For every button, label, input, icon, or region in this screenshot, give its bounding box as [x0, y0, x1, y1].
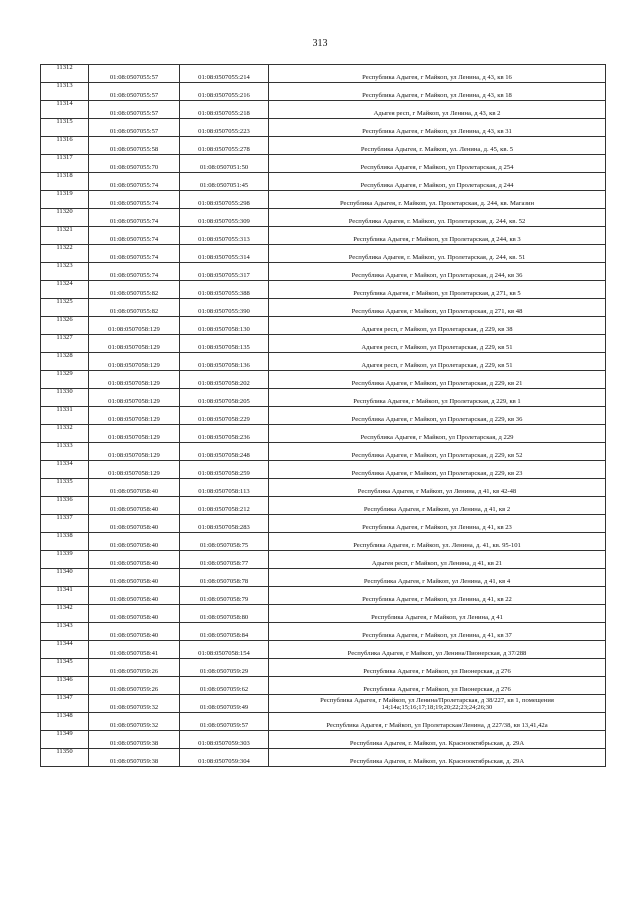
cadastral-number-cell: 01:08:0507055:278: [180, 137, 269, 155]
address-cell: Республика Адыгея, г. Майкоп, ул. Краснооктябрьская, д. 29А: [269, 731, 606, 749]
quarter-number-cell: 01:08:0507059:38: [89, 731, 180, 749]
address-cell: Адыгея респ, г Майкоп, ул Ленина, д 41, кв 21: [269, 551, 606, 569]
cadastral-number-cell: 01:08:0507055:314: [180, 245, 269, 263]
table-row: [41, 137, 606, 155]
cadastral-number-cell: 01:08:0507058:248: [180, 443, 269, 461]
quarter-number-cell: 01:08:0507058:40: [89, 587, 180, 605]
row-number-cell: 11316: [41, 137, 89, 155]
cadastral-number-cell: 01:08:0507058:229: [180, 407, 269, 425]
cadastral-number-cell: 01:08:0507058:236: [180, 425, 269, 443]
address-cell: Республика Адыгея, г Майкоп, ул Пролетарская, д 271, кв 48: [269, 299, 606, 317]
quarter-number-cell: 01:08:0507055:57: [89, 101, 180, 119]
quarter-number-cell: 01:08:0507058:40: [89, 605, 180, 623]
cadastral-number-cell: 01:08:0507055:216: [180, 83, 269, 101]
cadastral-number-cell: 01:08:0507058:130: [180, 317, 269, 335]
table-row: [41, 227, 606, 245]
cadastral-number-cell: 01:08:0507058:283: [180, 515, 269, 533]
table-row: [41, 173, 606, 191]
quarter-number-cell: 01:08:0507058:41: [89, 641, 180, 659]
table-row: [41, 659, 606, 677]
address-cell: Республика Адыгея, г Майкоп, ул Ленина/Пионерская, д 37/288: [269, 641, 606, 659]
table-row: [41, 353, 606, 371]
quarter-number-cell: 01:08:0507058:129: [89, 389, 180, 407]
address-cell: Республика Адыгея, г Майкоп, ул Ленина, д 41, кв 42-48: [269, 479, 606, 497]
address-cell: Республика Адыгея, г. Майкоп, ул. Пролетарская, д. 244, кв. 52: [269, 209, 606, 227]
address-cell: Республика Адыгея, г Майкоп, ул Пролетарская, д 229, кв 21: [269, 371, 606, 389]
address-cell: Республика Адыгея, г Майкоп, ул Ленина, д 41, кв 22: [269, 587, 606, 605]
quarter-number-cell: 01:08:0507058:129: [89, 371, 180, 389]
row-number-cell: 11334: [41, 461, 89, 479]
address-cell: Республика Адыгея, г. Майкоп, ул. Краснооктябрьская, д. 29А: [269, 749, 606, 767]
cadastral-number-cell: 01:08:0507058:113: [180, 479, 269, 497]
address-cell: Республика Адыгея, г Майкоп, ул Ленина, д 41, кв 4: [269, 569, 606, 587]
quarter-number-cell: 01:08:0507058:129: [89, 353, 180, 371]
row-number-cell: 11325: [41, 299, 89, 317]
address-cell: Республика Адыгея, г Майкоп, ул Пролетарская/Ленина, д 227/38, кв 13,41,42а: [269, 713, 606, 731]
table-row: [41, 551, 606, 569]
row-number-cell: 11336: [41, 497, 89, 515]
table-row: [41, 281, 606, 299]
quarter-number-cell: 01:08:0507055:74: [89, 263, 180, 281]
quarter-number-cell: 01:08:0507058:129: [89, 425, 180, 443]
table-row: [41, 461, 606, 479]
row-number-cell: 11327: [41, 335, 89, 353]
table-row: [41, 695, 606, 713]
address-cell: Адыгея респ, г Майкоп, ул Пролетарская, д 229, кв 51: [269, 335, 606, 353]
cadastral-number-cell: 01:08:0507058:259: [180, 461, 269, 479]
address-cell: Республика Адыгея, г Майкоп, ул Пионерская, д 276: [269, 677, 606, 695]
quarter-number-cell: 01:08:0507059:26: [89, 677, 180, 695]
table-row: [41, 587, 606, 605]
quarter-number-cell: 01:08:0507055:74: [89, 191, 180, 209]
address-cell: Республика Адыгея, г Майкоп, ул Пионерская, д 276: [269, 659, 606, 677]
table-row: [41, 425, 606, 443]
address-cell: Адыгея респ, г Майкоп, ул Ленина, д 43, кв 2: [269, 101, 606, 119]
quarter-number-cell: 01:08:0507055:70: [89, 155, 180, 173]
address-cell: Адыгея респ, г Майкоп, ул Пролетарская, д 229, кв 51: [269, 353, 606, 371]
address-cell: Республика Адыгея, г Майкоп, ул Пролетарская, д 244, кв 36: [269, 263, 606, 281]
cadastral-number-cell: 01:08:0507058:77: [180, 551, 269, 569]
row-number-cell: 11349: [41, 731, 89, 749]
cadastral-number-cell: 01:08:0507059:29: [180, 659, 269, 677]
cadastral-number-cell: 01:08:0507058:80: [180, 605, 269, 623]
quarter-number-cell: 01:08:0507055:58: [89, 137, 180, 155]
page-number: 313: [312, 38, 328, 49]
cadastral-number-cell: 01:08:0507058:154: [180, 641, 269, 659]
quarter-number-cell: 01:08:0507058:129: [89, 461, 180, 479]
address-cell: Республика Адыгея, г Майкоп, ул Пролетарская, д 229, кв 23: [269, 461, 606, 479]
table-row: [41, 731, 606, 749]
row-number-cell: 11337: [41, 515, 89, 533]
row-number-cell: 11317: [41, 155, 89, 173]
cadastral-number-cell: 01:08:0507055:313: [180, 227, 269, 245]
cadastral-number-cell: 01:08:0507059:62: [180, 677, 269, 695]
table-row: [41, 245, 606, 263]
row-number-cell: 11332: [41, 425, 89, 443]
cadastral-number-cell: 01:08:0507055:218: [180, 101, 269, 119]
table-row: [41, 497, 606, 515]
quarter-number-cell: 01:08:0507055:74: [89, 209, 180, 227]
cadastral-number-cell: 01:08:0507059:303: [180, 731, 269, 749]
address-cell: Республика Адыгея, г Майкоп, ул Ленина/Пролетарская, д 38/227, кв 1, помещения 14;14а;15;16;17;18;19;20;22;23;24;26;30: [269, 695, 606, 713]
table-row: [41, 371, 606, 389]
quarter-number-cell: 01:08:0507055:57: [89, 83, 180, 101]
row-number-cell: 11348: [41, 713, 89, 731]
cadastral-number-cell: 01:08:0507051:50: [180, 155, 269, 173]
cadastral-number-cell: 01:08:0507058:212: [180, 497, 269, 515]
registry-table: [40, 64, 606, 767]
address-cell: Республика Адыгея, г Майкоп, ул Ленина, д 43, кв 31: [269, 119, 606, 137]
address-cell: Республика Адыгея, г Майкоп, ул Ленина, д 41: [269, 605, 606, 623]
row-number-cell: 11329: [41, 371, 89, 389]
quarter-number-cell: 01:08:0507055:74: [89, 227, 180, 245]
address-cell: Республика Адыгея, г. Майкоп, ул. Пролетарская, д. 244, кв. 51: [269, 245, 606, 263]
table-row: [41, 479, 606, 497]
quarter-number-cell: 01:08:0507058:129: [89, 335, 180, 353]
table-row: [41, 569, 606, 587]
cadastral-number-cell: 01:08:0507058:135: [180, 335, 269, 353]
cadastral-number-cell: 01:08:0507058:78: [180, 569, 269, 587]
table-row: [41, 623, 606, 641]
address-cell: Республика Адыгея, г Майкоп, ул Пролетарская, д 229, кв 1: [269, 389, 606, 407]
row-number-cell: 11324: [41, 281, 89, 299]
quarter-number-cell: 01:08:0507055:74: [89, 245, 180, 263]
address-cell: Республика Адыгея, г Майкоп, ул Пролетарская, д 229, кв 52: [269, 443, 606, 461]
address-cell: Республика Адыгея, г Майкоп, ул Ленина, д 43, кв 16: [269, 65, 606, 83]
table-row: [41, 119, 606, 137]
address-cell: Республика Адыгея, г Майкоп, ул Пролетарская, д 244, кв 3: [269, 227, 606, 245]
table-row: [41, 335, 606, 353]
address-cell: Республика Адыгея, г. Майкоп, ул. Ленина, д. 45, кв. 5: [269, 137, 606, 155]
table-row: [41, 101, 606, 119]
address-cell: Республика Адыгея, г Майкоп, ул Пролетарская, д 244: [269, 173, 606, 191]
cadastral-number-cell: 01:08:0507059:49: [180, 695, 269, 713]
table-row: [41, 389, 606, 407]
cadastral-number-cell: 01:08:0507051:45: [180, 173, 269, 191]
table-row: [41, 605, 606, 623]
quarter-number-cell: 01:08:0507058:129: [89, 317, 180, 335]
table-row: [41, 209, 606, 227]
row-number-cell: 11346: [41, 677, 89, 695]
row-number-cell: 11345: [41, 659, 89, 677]
row-number-cell: 11323: [41, 263, 89, 281]
cadastral-number-cell: 01:08:0507055:223: [180, 119, 269, 137]
row-number-cell: 11319: [41, 191, 89, 209]
cadastral-number-cell: 01:08:0507059:304: [180, 749, 269, 767]
quarter-number-cell: 01:08:0507055:82: [89, 299, 180, 317]
row-number-cell: 11331: [41, 407, 89, 425]
table-row: [41, 155, 606, 173]
row-number-cell: 11313: [41, 83, 89, 101]
row-number-cell: 11343: [41, 623, 89, 641]
quarter-number-cell: 01:08:0507058:129: [89, 443, 180, 461]
address-cell: Республика Адыгея, г Майкоп, ул Ленина, д 41, кв 23: [269, 515, 606, 533]
quarter-number-cell: 01:08:0507059:32: [89, 695, 180, 713]
row-number-cell: 11326: [41, 317, 89, 335]
row-number-cell: 11315: [41, 119, 89, 137]
address-cell: Адыгея респ, г Майкоп, ул Пролетарская, д 229, кв 38: [269, 317, 606, 335]
row-number-cell: 11321: [41, 227, 89, 245]
row-number-cell: 11344: [41, 641, 89, 659]
cadastral-number-cell: 01:08:0507058:202: [180, 371, 269, 389]
quarter-number-cell: 01:08:0507058:40: [89, 479, 180, 497]
address-cell: Республика Адыгея, г. Майкоп, ул. Пролетарская, д. 244, кв. Магазин: [269, 191, 606, 209]
quarter-number-cell: 01:08:0507058:129: [89, 407, 180, 425]
row-number-cell: 11333: [41, 443, 89, 461]
quarter-number-cell: 01:08:0507055:74: [89, 173, 180, 191]
table-row: [41, 65, 606, 83]
address-cell: Республика Адыгея, г Майкоп, ул Пролетарская, д 271, кв 5: [269, 281, 606, 299]
table-row: [41, 641, 606, 659]
quarter-number-cell: 01:08:0507058:40: [89, 569, 180, 587]
row-number-cell: 11335: [41, 479, 89, 497]
table-row: [41, 749, 606, 767]
quarter-number-cell: 01:08:0507055:82: [89, 281, 180, 299]
row-number-cell: 11342: [41, 605, 89, 623]
cadastral-number-cell: 01:08:0507055:214: [180, 65, 269, 83]
cadastral-number-cell: 01:08:0507059:57: [180, 713, 269, 731]
table-row: [41, 299, 606, 317]
cadastral-number-cell: 01:08:0507055:390: [180, 299, 269, 317]
address-cell: Республика Адыгея, г Майкоп, ул Ленина, д 41, кв 2: [269, 497, 606, 515]
cadastral-number-cell: 01:08:0507055:317: [180, 263, 269, 281]
quarter-number-cell: 01:08:0507059:38: [89, 749, 180, 767]
table-row: [41, 443, 606, 461]
row-number-cell: 11347: [41, 695, 89, 713]
cadastral-number-cell: 01:08:0507058:79: [180, 587, 269, 605]
table-row: [41, 191, 606, 209]
row-number-cell: 11328: [41, 353, 89, 371]
table-row: [41, 407, 606, 425]
quarter-number-cell: 01:08:0507058:40: [89, 551, 180, 569]
cadastral-number-cell: 01:08:0507055:298: [180, 191, 269, 209]
address-cell: Республика Адыгея, г Майкоп, ул Пролетарская, д 229, кв 36: [269, 407, 606, 425]
quarter-number-cell: 01:08:0507058:40: [89, 533, 180, 551]
row-number-cell: 11314: [41, 101, 89, 119]
quarter-number-cell: 01:08:0507058:40: [89, 515, 180, 533]
address-cell: Республика Адыгея, г Майкоп, ул Пролетарская, д 254: [269, 155, 606, 173]
row-number-cell: 11330: [41, 389, 89, 407]
cadastral-number-cell: 01:08:0507058:205: [180, 389, 269, 407]
row-number-cell: 11320: [41, 209, 89, 227]
table-row: [41, 677, 606, 695]
row-number-cell: 11341: [41, 587, 89, 605]
table-row: [41, 533, 606, 551]
table-row: [41, 83, 606, 101]
quarter-number-cell: 01:08:0507058:40: [89, 623, 180, 641]
address-cell: Республика Адыгея, г Майкоп, ул Ленина, д 41, кв 37: [269, 623, 606, 641]
row-number-cell: 11322: [41, 245, 89, 263]
quarter-number-cell: 01:08:0507059:32: [89, 713, 180, 731]
cadastral-number-cell: 01:08:0507055:388: [180, 281, 269, 299]
row-number-cell: 11350: [41, 749, 89, 767]
quarter-number-cell: 01:08:0507055:57: [89, 65, 180, 83]
table-row: [41, 515, 606, 533]
address-cell: Республика Адыгея, г Майкоп, ул Ленина, д 43, кв 18: [269, 83, 606, 101]
cadastral-number-cell: 01:08:0507055:309: [180, 209, 269, 227]
table-row: [41, 713, 606, 731]
registry-table-body: [41, 65, 606, 767]
cadastral-number-cell: 01:08:0507058:75: [180, 533, 269, 551]
cadastral-number-cell: 01:08:0507058:84: [180, 623, 269, 641]
row-number-cell: 11312: [41, 65, 89, 83]
address-cell: Республика Адыгея, г. Майкоп, ул. Ленина, д. 41, кв. 95-101: [269, 533, 606, 551]
quarter-number-cell: 01:08:0507059:26: [89, 659, 180, 677]
address-cell: Республика Адыгея, г Майкоп, ул Пролетарская, д 229: [269, 425, 606, 443]
quarter-number-cell: 01:08:0507058:40: [89, 497, 180, 515]
row-number-cell: 11338: [41, 533, 89, 551]
table-row: [41, 263, 606, 281]
cadastral-number-cell: 01:08:0507058:136: [180, 353, 269, 371]
table-row: [41, 317, 606, 335]
quarter-number-cell: 01:08:0507055:57: [89, 119, 180, 137]
row-number-cell: 11318: [41, 173, 89, 191]
row-number-cell: 11340: [41, 569, 89, 587]
row-number-cell: 11339: [41, 551, 89, 569]
